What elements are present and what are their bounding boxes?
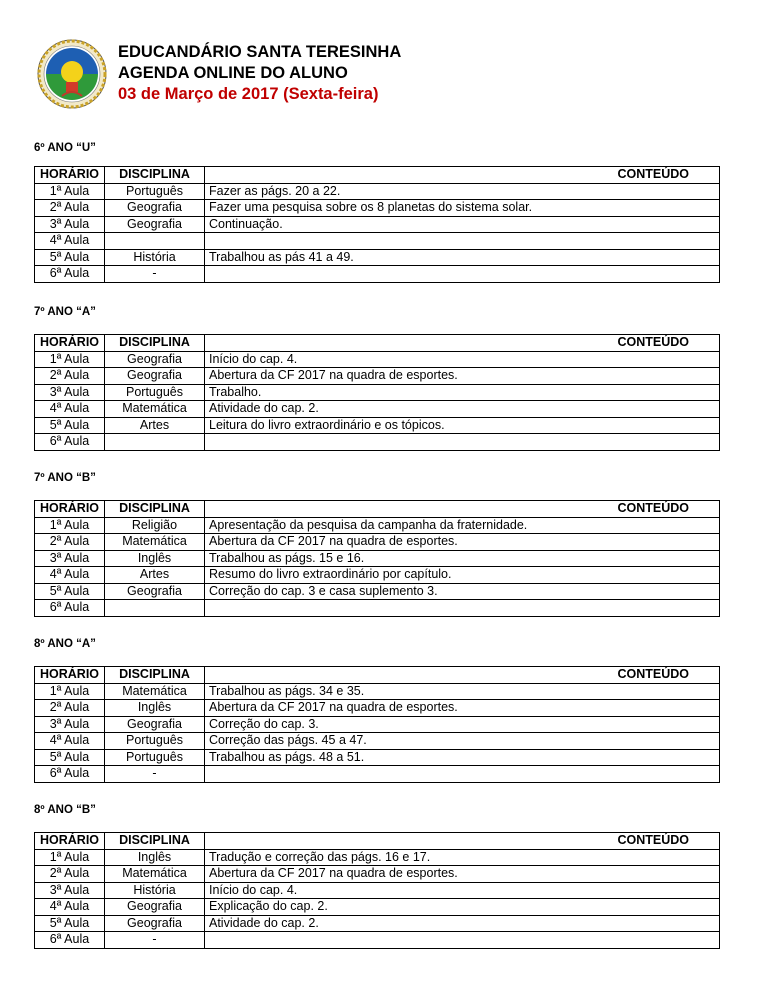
table-row xyxy=(35,716,720,733)
disciplina-header: DISCIPLINA xyxy=(105,501,205,518)
conteudo-cell: Trabalhou as págs. 15 e 16. xyxy=(205,550,720,567)
disciplina-cell: Matemática xyxy=(105,401,205,418)
table-row xyxy=(35,384,720,401)
disciplina-cell: Português xyxy=(105,183,205,200)
conteudo-cell xyxy=(205,233,720,250)
horario-cell: 6ª Aula xyxy=(35,766,105,783)
disciplina-cell: Matemática xyxy=(105,683,205,700)
table-row xyxy=(35,849,720,866)
horario-cell: 5ª Aula xyxy=(35,915,105,932)
horario-cell: 5ª Aula xyxy=(35,417,105,434)
schedule-table xyxy=(34,666,720,783)
conteudo-cell: Atividade do cap. 2. xyxy=(205,401,720,418)
disciplina-cell: - xyxy=(105,766,205,783)
horario-cell: 4ª Aula xyxy=(35,567,105,584)
horario-cell: 3ª Aula xyxy=(35,216,105,233)
horario-header: HORÁRIO xyxy=(35,833,105,850)
table-row xyxy=(35,550,720,567)
horario-cell: 4ª Aula xyxy=(35,401,105,418)
conteudo-cell: Trabalhou as págs. 48 a 51. xyxy=(205,749,720,766)
horario-cell: 2ª Aula xyxy=(35,700,105,717)
disciplina-cell: Geografia xyxy=(105,351,205,368)
conteudo-header: CONTEÚDO xyxy=(205,501,720,518)
conteudo-cell: Leitura do livro extraordinário e os tópicos. xyxy=(205,417,720,434)
header-titles xyxy=(118,42,401,105)
table-row xyxy=(35,434,720,451)
section-title: 8º ANO “A” xyxy=(34,638,96,650)
conteudo-cell: Fazer as págs. 20 a 22. xyxy=(205,183,720,200)
disciplina-cell: Geografia xyxy=(105,915,205,932)
table-row xyxy=(35,583,720,600)
table-row xyxy=(35,216,720,233)
conteudo-cell: Abertura da CF 2017 na quadra de esportes. xyxy=(205,368,720,385)
table-row xyxy=(35,368,720,385)
table-row xyxy=(35,200,720,217)
horario-cell: 2ª Aula xyxy=(35,368,105,385)
horario-cell: 6ª Aula xyxy=(35,434,105,451)
table-row xyxy=(35,899,720,916)
disciplina-header: DISCIPLINA xyxy=(105,667,205,684)
horario-cell: 4ª Aula xyxy=(35,733,105,750)
disciplina-cell: Geografia xyxy=(105,216,205,233)
disciplina-cell: Geografia xyxy=(105,583,205,600)
table-row xyxy=(35,733,720,750)
horario-cell: 3ª Aula xyxy=(35,384,105,401)
conteudo-header: CONTEÚDO xyxy=(205,167,720,184)
table-row xyxy=(35,700,720,717)
horario-cell: 5ª Aula xyxy=(35,749,105,766)
conteudo-cell: Correção das págs. 45 a 47. xyxy=(205,733,720,750)
conteudo-cell: Explicação do cap. 2. xyxy=(205,899,720,916)
disciplina-cell: Português xyxy=(105,384,205,401)
horario-cell: 1ª Aula xyxy=(35,517,105,534)
disciplina-cell: Inglês xyxy=(105,700,205,717)
disciplina-cell: Geografia xyxy=(105,368,205,385)
disciplina-cell: Português xyxy=(105,733,205,750)
horario-header: HORÁRIO xyxy=(35,501,105,518)
table-header-row xyxy=(35,833,720,850)
conteudo-cell: Trabalhou as págs. 34 e 35. xyxy=(205,683,720,700)
horario-cell: 5ª Aula xyxy=(35,249,105,266)
table-row xyxy=(35,417,720,434)
disciplina-cell: Artes xyxy=(105,567,205,584)
school-name: EDUCANDÁRIO SANTA TERESINHA xyxy=(118,43,402,61)
horario-cell: 3ª Aula xyxy=(35,550,105,567)
disciplina-cell: Geografia xyxy=(105,716,205,733)
disciplina-header: DISCIPLINA xyxy=(105,167,205,184)
conteudo-cell: Abertura da CF 2017 na quadra de esportes. xyxy=(205,866,720,883)
conteudo-cell: Início do cap. 4. xyxy=(205,351,720,368)
horario-header: HORÁRIO xyxy=(35,667,105,684)
conteudo-cell: Abertura da CF 2017 na quadra de esportes. xyxy=(205,534,720,551)
disciplina-cell: Geografia xyxy=(105,899,205,916)
horario-cell: 3ª Aula xyxy=(35,716,105,733)
horario-cell: 4ª Aula xyxy=(35,233,105,250)
conteudo-cell: Resumo do livro extraordinário por capítulo. xyxy=(205,567,720,584)
disciplina-cell xyxy=(105,233,205,250)
horario-cell: 6ª Aula xyxy=(35,600,105,617)
conteudo-header: CONTEÚDO xyxy=(205,335,720,352)
conteudo-cell: Correção do cap. 3. xyxy=(205,716,720,733)
conteudo-header: CONTEÚDO xyxy=(205,667,720,684)
table-row xyxy=(35,249,720,266)
conteudo-cell: Continuação. xyxy=(205,216,720,233)
horario-header: HORÁRIO xyxy=(35,167,105,184)
agenda-date: 03 de Março de 2017 (Sexta-feira) xyxy=(118,85,379,103)
table-row xyxy=(35,766,720,783)
horario-cell: 3ª Aula xyxy=(35,882,105,899)
table-header-row xyxy=(35,167,720,184)
disciplina-cell: Inglês xyxy=(105,550,205,567)
disciplina-cell: - xyxy=(105,932,205,949)
schedule-table xyxy=(34,832,720,949)
table-row xyxy=(35,683,720,700)
disciplina-cell: Inglês xyxy=(105,849,205,866)
table-header-row xyxy=(35,335,720,352)
disciplina-cell: Religião xyxy=(105,517,205,534)
table-header-row xyxy=(35,501,720,518)
horario-cell: 1ª Aula xyxy=(35,683,105,700)
agenda-title: AGENDA ONLINE DO ALUNO xyxy=(118,64,348,82)
section-title: 7º ANO “A” xyxy=(34,306,96,318)
conteudo-cell: Abertura da CF 2017 na quadra de esportes. xyxy=(205,700,720,717)
table-row xyxy=(35,932,720,949)
disciplina-cell: - xyxy=(105,266,205,283)
schedule-table xyxy=(34,166,720,283)
table-row xyxy=(35,866,720,883)
table-row xyxy=(35,351,720,368)
table-row xyxy=(35,882,720,899)
disciplina-cell: História xyxy=(105,882,205,899)
section-title: 7º ANO “B” xyxy=(34,472,96,484)
disciplina-cell: Geografia xyxy=(105,200,205,217)
horario-cell: 6ª Aula xyxy=(35,932,105,949)
table-row xyxy=(35,534,720,551)
conteudo-cell: Tradução e correção das págs. 16 e 17. xyxy=(205,849,720,866)
conteudo-cell: Correção do cap. 3 e casa suplemento 3. xyxy=(205,583,720,600)
disciplina-cell: Artes xyxy=(105,417,205,434)
conteudo-cell xyxy=(205,932,720,949)
table-row xyxy=(35,517,720,534)
horario-cell: 6ª Aula xyxy=(35,266,105,283)
horario-header: HORÁRIO xyxy=(35,335,105,352)
conteudo-cell xyxy=(205,766,720,783)
table-row xyxy=(35,233,720,250)
table-row xyxy=(35,915,720,932)
conteudo-cell xyxy=(205,434,720,451)
disciplina-cell: História xyxy=(105,249,205,266)
horario-cell: 2ª Aula xyxy=(35,534,105,551)
conteudo-header: CONTEÚDO xyxy=(205,833,720,850)
table-header-row xyxy=(35,667,720,684)
table-row xyxy=(35,600,720,617)
conteudo-cell xyxy=(205,600,720,617)
conteudo-cell: Trabalhou as pás 41 a 49. xyxy=(205,249,720,266)
horario-cell: 2ª Aula xyxy=(35,200,105,217)
table-row xyxy=(35,183,720,200)
disciplina-cell: Português xyxy=(105,749,205,766)
horario-cell: 2ª Aula xyxy=(35,866,105,883)
conteudo-cell: Início do cap. 4. xyxy=(205,882,720,899)
disciplina-cell xyxy=(105,434,205,451)
table-row xyxy=(35,567,720,584)
schedule-table xyxy=(34,334,720,451)
page-header xyxy=(36,38,736,118)
table-row xyxy=(35,749,720,766)
disciplina-header: DISCIPLINA xyxy=(105,335,205,352)
schedule-table xyxy=(34,500,720,617)
horario-cell: 1ª Aula xyxy=(35,351,105,368)
conteudo-cell: Fazer uma pesquisa sobre os 8 planetas do sistema solar. xyxy=(205,200,720,217)
horario-cell: 4ª Aula xyxy=(35,899,105,916)
conteudo-cell: Apresentação da pesquisa da campanha da fraternidade. xyxy=(205,517,720,534)
section-title: 8º ANO “B” xyxy=(34,804,96,816)
horario-cell: 1ª Aula xyxy=(35,183,105,200)
disciplina-header: DISCIPLINA xyxy=(105,833,205,850)
disciplina-cell: Matemática xyxy=(105,866,205,883)
horario-cell: 5ª Aula xyxy=(35,583,105,600)
conteudo-cell: Trabalho. xyxy=(205,384,720,401)
disciplina-cell: Matemática xyxy=(105,534,205,551)
table-row xyxy=(35,401,720,418)
conteudo-cell xyxy=(205,266,720,283)
section-title: 6º ANO “U” xyxy=(34,142,96,154)
school-logo xyxy=(36,38,108,110)
horario-cell: 1ª Aula xyxy=(35,849,105,866)
conteudo-cell: Atividade do cap. 2. xyxy=(205,915,720,932)
disciplina-cell xyxy=(105,600,205,617)
table-row xyxy=(35,266,720,283)
